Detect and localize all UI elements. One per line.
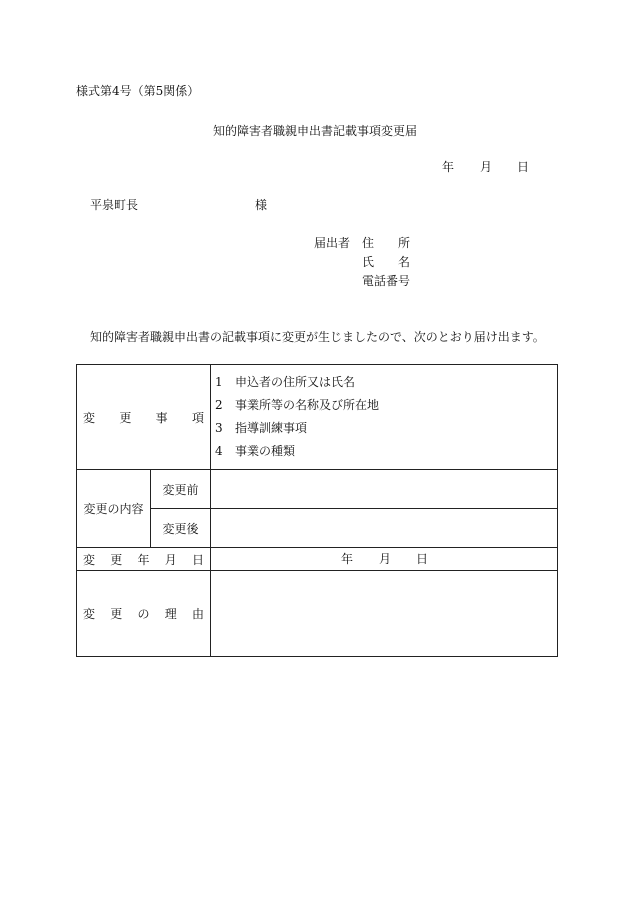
change-date-year: 年 — [341, 552, 354, 566]
after-label: 変更後 — [151, 509, 211, 548]
change-date-row — [77, 548, 558, 571]
change-reason-label: 変 更 の 理 由 — [77, 571, 211, 657]
change-items-label: 変 更 事 項 — [77, 365, 211, 470]
addressee-name: 平泉町長 — [90, 198, 139, 212]
applicant-block: 届出者 住 所 氏 名 電話番号 — [314, 236, 411, 288]
list-item: 1 申込者の住所又は氏名 — [215, 375, 356, 389]
change-date-value-cell[interactable] — [211, 548, 558, 571]
form-number: 様式第4号（第5関係） — [76, 84, 200, 98]
list-item: 2 事業所等の名称及び所在地 — [215, 398, 380, 412]
list-item: 3 指導訓練事項 — [215, 421, 308, 435]
change-content-label: 変更の内容 — [77, 470, 151, 548]
after-value-cell[interactable] — [211, 509, 558, 548]
applicant-label: 届出者 — [314, 236, 351, 250]
date-month-label: 月 — [480, 160, 493, 174]
change-date-label: 変 更 年 月 日 — [77, 548, 211, 571]
change-before-row — [77, 470, 558, 509]
change-reason-value-cell[interactable] — [211, 571, 558, 657]
submission-date — [442, 160, 532, 174]
change-items-row — [77, 365, 558, 470]
change-date-day: 日 — [416, 552, 429, 566]
addressee-suffix: 様 — [255, 198, 268, 212]
change-date-month: 月 — [379, 552, 392, 566]
date-day-label: 日 — [517, 160, 530, 174]
statement-text: 知的障害者職親申出書の記載事項に変更が生じましたので、次のとおり届け出ます。 — [90, 330, 545, 344]
document-title: 知的障害者職親申出書記載事項変更届 — [212, 124, 417, 138]
date-year-label: 年 — [442, 160, 455, 174]
list-item: 4 事業の種類 — [215, 444, 296, 458]
before-value-cell[interactable] — [211, 470, 558, 509]
change-reason-row — [77, 571, 558, 657]
change-items-list — [211, 365, 558, 470]
before-label: 変更前 — [151, 470, 211, 509]
change-form-table — [76, 364, 558, 657]
